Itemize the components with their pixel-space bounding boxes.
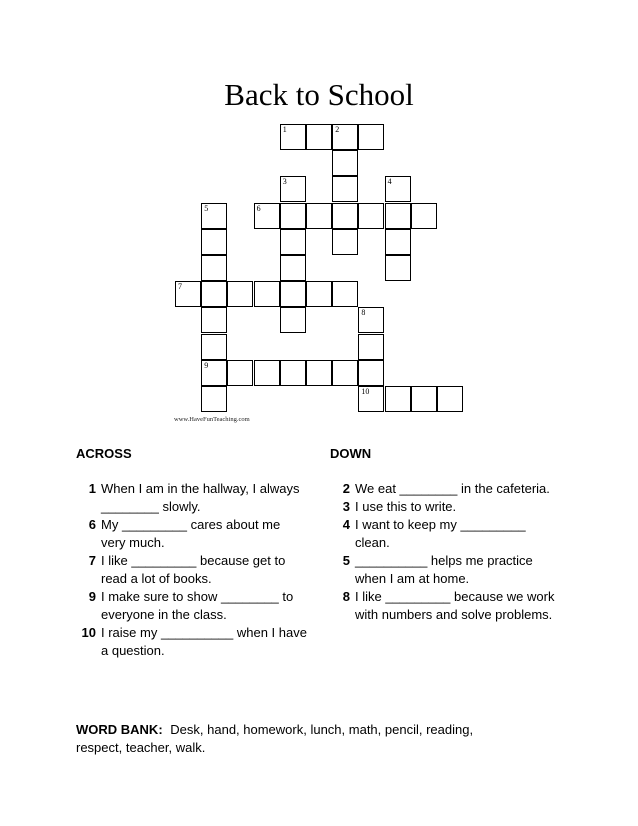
across-clue: [76, 552, 308, 588]
crossword-cell[interactable]: [306, 281, 332, 307]
clue-text: I want to keep my _________ clean.: [355, 517, 526, 550]
crossword-cell[interactable]: [201, 360, 227, 386]
clue-number: 6: [88, 517, 96, 532]
word-bank-text: Desk, hand, homework, lunch, math, pencil, reading, respect, teacher, walk.: [76, 722, 474, 755]
word-bank-label: WORD BANK:: [76, 722, 163, 737]
crossword-cell[interactable]: [332, 176, 358, 202]
clue-number: 7: [88, 553, 96, 568]
crossword-cell[interactable]: [332, 150, 358, 176]
crossword-cell[interactable]: [385, 203, 411, 229]
clue-text: My _________ cares about me very much.: [101, 517, 281, 550]
clue-number: 9: [88, 589, 96, 604]
crossword-cell[interactable]: [306, 360, 332, 386]
crossword-cell[interactable]: [280, 203, 306, 229]
crossword-cell[interactable]: [332, 229, 358, 255]
credit-text: www.HaveFunTeaching.com: [174, 416, 250, 423]
clue-number: 9: [204, 360, 209, 370]
clue-text: When I am in the hallway, I always ________ slowly.: [101, 481, 300, 514]
crossword-cell[interactable]: [280, 176, 306, 202]
crossword-cell[interactable]: [385, 255, 411, 281]
clue-number: 2: [335, 125, 340, 134]
crossword-cell[interactable]: [306, 203, 332, 229]
crossword-cell[interactable]: [254, 203, 280, 229]
crossword-cell[interactable]: [358, 307, 384, 333]
crossword-cell[interactable]: [358, 203, 384, 229]
crossword-cell[interactable]: [201, 203, 227, 229]
across-heading: ACROSS: [76, 446, 132, 461]
crossword-cell[interactable]: [385, 229, 411, 255]
clue-number: 7: [178, 282, 182, 292]
crossword-cell[interactable]: [201, 307, 227, 333]
crossword-cell[interactable]: [280, 255, 306, 281]
clue-number: 4: [387, 177, 392, 187]
down-heading: DOWN: [330, 446, 372, 461]
crossword-cell[interactable]: [227, 360, 253, 386]
crossword-cell[interactable]: [227, 281, 253, 307]
clue-number: 3: [342, 499, 350, 514]
clue-text: I like _________ because we work with numbers and solve problems.: [355, 589, 555, 622]
down-clue: [330, 552, 562, 588]
crossword-cell[interactable]: [358, 386, 384, 412]
down-clue-list: [330, 480, 562, 624]
down-clue: [330, 480, 562, 498]
crossword-cell[interactable]: [437, 386, 463, 412]
crossword-cell[interactable]: [358, 124, 384, 150]
crossword-cell[interactable]: [306, 124, 332, 150]
across-clue: [76, 588, 308, 624]
crossword-cell[interactable]: [358, 334, 384, 360]
crossword-cell[interactable]: [201, 229, 227, 255]
crossword-cell[interactable]: [280, 360, 306, 386]
crossword-cell[interactable]: [332, 124, 358, 150]
clue-text: I like _________ because get to read a lot of books.: [101, 553, 286, 586]
clue-number: 5: [342, 553, 350, 568]
clue-number: 2: [342, 481, 350, 496]
clue-number: 8: [361, 308, 366, 318]
crossword-cell[interactable]: [280, 281, 306, 307]
crossword-cell[interactable]: [175, 281, 201, 307]
clue-text: We eat ________ in the cafeteria.: [355, 481, 550, 496]
crossword-cell[interactable]: [280, 229, 306, 255]
crossword-cell[interactable]: [411, 386, 437, 412]
down-clue: [330, 516, 562, 552]
crossword-cell[interactable]: [254, 360, 280, 386]
crossword-cell[interactable]: [280, 124, 306, 150]
clue-number: 10: [361, 387, 370, 396]
across-clue: [76, 516, 308, 552]
clue-number: 10: [81, 625, 96, 640]
crossword-cell[interactable]: [332, 360, 358, 386]
down-clue: [330, 588, 562, 624]
page-title: Back to School: [224, 77, 414, 112]
clue-text: __________ helps me practice when I am at home.: [355, 553, 533, 586]
word-bank: [76, 721, 506, 757]
clue-number: 5: [204, 203, 209, 213]
across-clue: [76, 480, 308, 516]
down-clue: [330, 498, 562, 516]
crossword-cell[interactable]: [332, 281, 358, 307]
clue-number: 1: [88, 481, 96, 496]
clue-number: 8: [342, 589, 350, 604]
clue-number: 6: [256, 203, 261, 213]
crossword-cell[interactable]: [332, 203, 358, 229]
crossword-cell[interactable]: [201, 386, 227, 412]
clue-text: I use this to write.: [355, 499, 457, 514]
clue-number: 3: [282, 177, 287, 187]
crossword-cell[interactable]: [201, 255, 227, 281]
clue-number: 4: [342, 517, 350, 532]
crossword-cell[interactable]: [280, 307, 306, 333]
across-clue: [76, 624, 308, 660]
crossword-cell[interactable]: [201, 334, 227, 360]
crossword-cell[interactable]: [201, 281, 227, 307]
crossword-cell[interactable]: [385, 386, 411, 412]
crossword-cell[interactable]: [385, 176, 411, 202]
crossword-cell[interactable]: [411, 203, 437, 229]
clue-number: 1: [282, 125, 287, 134]
across-clue-list: [76, 480, 308, 660]
crossword-cell[interactable]: [358, 360, 384, 386]
clue-text: I raise my __________ when I have a question.: [101, 625, 307, 658]
crossword-cell[interactable]: [254, 281, 280, 307]
clue-text: I make sure to show ________ to everyone in the class.: [101, 589, 294, 622]
